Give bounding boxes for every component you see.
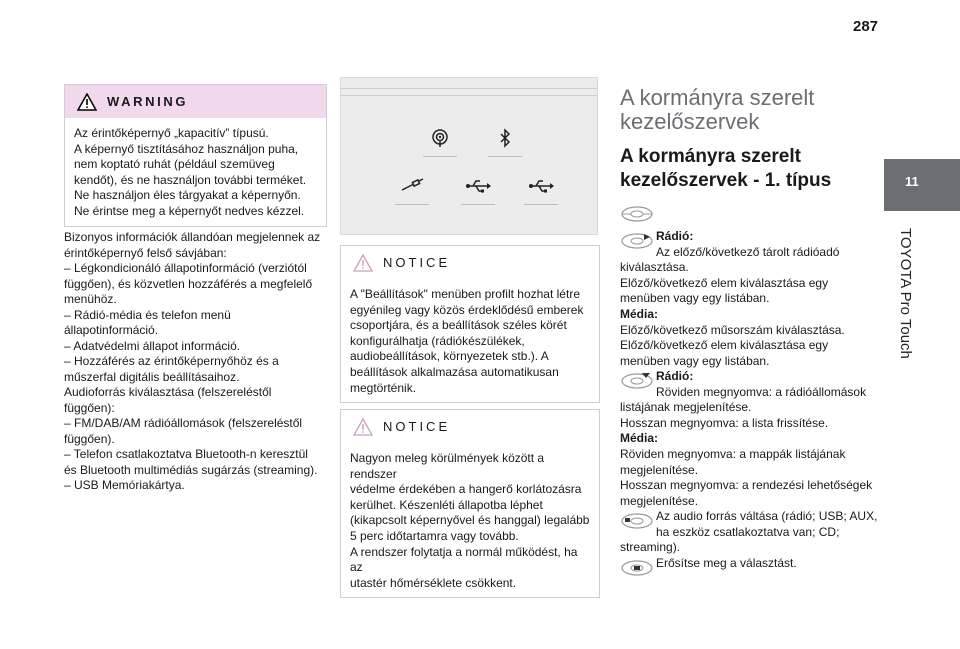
section-heading <box>620 86 870 134</box>
notice-icon <box>353 418 373 436</box>
screen-illustration <box>340 77 598 235</box>
notice-title: NOTICE <box>383 418 451 434</box>
left-body-text <box>64 230 334 494</box>
notice-box-2 <box>340 409 600 598</box>
notice-line: utastér hőmérséklete csökkent. <box>350 575 517 590</box>
body-line: – Adatvédelmi állapot információ. <box>64 338 241 353</box>
notice-line: beállítások alkalmazása automatikusan <box>350 364 559 379</box>
aux-cable-icon <box>400 176 424 196</box>
control-line: megjelenítése. <box>620 493 699 508</box>
chapter-title-text: TOYOTA Pro Touch <box>897 228 914 359</box>
screen-top-bar <box>341 88 597 96</box>
notice-line: konfigurálhatja (rádiókészülékek, <box>350 333 525 348</box>
body-line: menühöz. <box>64 292 117 306</box>
notice-icon <box>353 254 373 272</box>
warning-line: Az érintőképernyő „kapacitív” típusú. <box>74 126 269 140</box>
body-line: állapotinformáció. <box>64 323 159 337</box>
subsection-heading-line: kezelőszervek - 1. típus <box>620 170 832 191</box>
control-line: Előző/következő elem kiválasztása egy <box>620 275 829 290</box>
notice-line: 5 perc időtartamra vagy tovább. <box>350 528 519 543</box>
warning-line: A képernyő tisztításához használjon puha, <box>74 141 299 156</box>
control-line: menüben vagy egy listában. <box>620 353 770 368</box>
notice-body <box>341 279 599 402</box>
notice-line: (kikapcsolt képernyővel és hanggal) legalább <box>350 513 590 528</box>
warning-line: nem koptató ruhát (például szemüveg <box>74 157 275 172</box>
body-line: – Légkondicionáló állapotinformáció (verziótól <box>64 261 307 275</box>
page-number: 287 <box>853 18 879 35</box>
control-line: Erősítse meg a választást. <box>656 556 797 570</box>
body-line: – Telefon csatlakoztatva Bluetooth-n keresztül <box>64 447 308 461</box>
notice-body <box>341 443 599 597</box>
section-heading-line: kezelőszervek <box>620 109 760 134</box>
control-line: streaming). <box>620 540 681 555</box>
notice-line: A rendszer folytatja a normál működést, ha az <box>350 544 578 575</box>
control-line: Az előző/következő tárolt rádióadó <box>656 244 840 259</box>
podcast-icon-cell <box>423 128 457 157</box>
control-label: Rádió: <box>656 229 694 243</box>
body-line: és Bluetooth multimédiás sugárzás (streaming). <box>64 462 318 477</box>
notice-box-1 <box>340 245 600 403</box>
control-line: Röviden megnyomva: a mappák listájának <box>620 446 846 461</box>
control-line: menüben vagy egy listában. <box>620 291 770 306</box>
chapter-title <box>896 228 916 378</box>
notice-header <box>341 246 599 279</box>
control-line: ha eszköz csatlakoztatva van; CD; <box>656 524 840 539</box>
control-block-4 <box>620 556 882 578</box>
body-line: – Rádió-média és telefon menü <box>64 307 231 322</box>
aux-icon-cell <box>395 176 429 205</box>
notice-line: kerülhet. Készenléti állapotba léphet <box>350 497 543 512</box>
steering-wheel-list-icon <box>620 369 654 391</box>
notice-line: audiobeállítások, környezetek stb.). A <box>350 349 549 364</box>
notice-line: csoportjára, és a beállítások széles körét <box>350 318 567 333</box>
control-line: megjelenítése. <box>620 462 699 477</box>
control-line: Előző/következő műsorszám kiválasztása. <box>620 322 845 337</box>
warning-line: Ne használjon éles tárgyakat a képernyőn. <box>74 188 301 203</box>
notice-line: védelme érdekében a hangerő korlátozásra <box>350 482 582 497</box>
section-heading-line: A kormányra szerelt <box>620 85 815 110</box>
notice-header <box>341 410 599 443</box>
control-label: Média: <box>620 306 659 321</box>
control-line: Hosszan megnyomva: a rendezési lehetőségek <box>620 478 873 493</box>
control-label: Média: <box>620 431 659 446</box>
usb-icon <box>465 176 491 196</box>
control-block-2 <box>620 369 882 509</box>
body-line: – USB Memóriakártya. <box>64 478 185 492</box>
bluetooth-icon-cell <box>488 128 522 157</box>
usb-icon-cell <box>524 176 558 205</box>
warning-line: kendőt), és ne használjon további terméket. <box>74 172 307 187</box>
body-line: Audioforrás kiválasztása (felszereléstől <box>64 385 272 399</box>
warning-title: WARNING <box>107 93 189 109</box>
body-line: – FM/DAB/AM rádióállomások (felszereléstől <box>64 416 303 430</box>
notice-title: NOTICE <box>383 254 451 270</box>
body-line: függően): <box>64 400 115 415</box>
notice-line: egyénileg vagy közös érdeklődésű emberek <box>350 302 584 317</box>
steering-wheel-ok-icon <box>620 556 654 578</box>
control-line: kiválasztása. <box>620 260 689 275</box>
body-line: függően), és közvetlen hozzáférés a megfelelő <box>64 276 313 291</box>
control-block-1 <box>620 229 882 369</box>
warning-icon <box>77 93 97 111</box>
control-line: Röviden megnyomva: a rádióállomások <box>656 384 867 399</box>
subsection-heading-line: A kormányra szerelt <box>620 146 801 167</box>
body-line: függően). <box>64 431 115 446</box>
usb-icon-cell <box>461 176 495 205</box>
control-block-3 <box>620 509 882 556</box>
warning-line: Ne érintse meg a képernyőt nedves kézzel. <box>74 203 305 218</box>
control-label: Rádió: <box>656 369 694 383</box>
control-line: listájának megjelenítése. <box>620 400 752 415</box>
steering-wheel-seek-icon <box>620 229 654 251</box>
body-line: Bizonyos információk állandóan megjelennek az <box>64 230 321 244</box>
body-line: érintőképernyő felső sávjában: <box>64 245 227 260</box>
notice-line: A "Beállítások" menüben profilt hozhat létre <box>350 287 580 301</box>
control-line: Az audio forrás váltása (rádió; USB; AUX, <box>656 509 878 523</box>
chapter-tab <box>884 159 960 211</box>
usb-icon <box>528 176 554 196</box>
warning-header <box>65 85 326 118</box>
control-line: Hosszan megnyomva: a lista frissítése. <box>620 415 829 430</box>
control-line: Előző/következő elem kiválasztása egy <box>620 338 829 353</box>
notice-line: Nagyon meleg körülmények között a rendszer <box>350 451 545 481</box>
steering-wheel-source-icon <box>620 509 654 531</box>
warning-body <box>65 118 326 226</box>
body-line: műszerfal digitális beállításaihoz. <box>64 369 240 384</box>
chapter-number: 11 <box>905 174 919 189</box>
subsection-heading <box>620 145 870 193</box>
notice-line: megtörténik. <box>350 380 417 395</box>
steering-wheel-icon <box>620 203 654 223</box>
warning-box <box>64 84 327 227</box>
body-line: – Hozzáférés az érintőképernyőhöz és a <box>64 354 279 368</box>
bluetooth-icon <box>495 128 515 148</box>
podcast-icon <box>430 128 450 148</box>
